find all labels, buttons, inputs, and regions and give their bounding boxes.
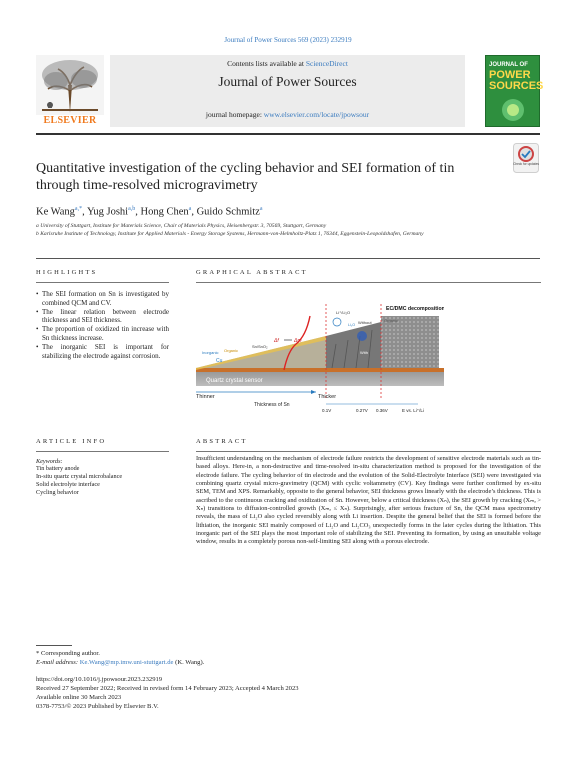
sciencedirect-link[interactable]: ScienceDirect (305, 59, 348, 68)
author-affiliation-marker[interactable]: a (259, 206, 263, 212)
sensor-label: Quartz crystal sensor (206, 378, 263, 384)
li-li2o-label: Li⁺/Li₂O (336, 310, 351, 315)
affiliation-b: b Karlsruhe Institute of Technology, Institute for Applied Materials - Energy Storage Systems, Hermann-von-Helmholtz-Platz 1, 76344, Eggenstein-Leopoldshafen, Germany (36, 231, 424, 237)
article-info-rule (36, 451, 169, 452)
author-name[interactable]: Hong Chen (140, 206, 189, 218)
cracked-tin (326, 322, 381, 368)
sno2-label: Sn/SnO₂ (252, 344, 268, 349)
keyword-item[interactable]: Solid electrolyte interface (36, 481, 100, 488)
ec-dmc-label: EC/DMC decomposition (386, 306, 444, 312)
author-name[interactable]: Guido Schmitz (196, 206, 260, 218)
email-suffix: (K. Wang). (173, 659, 205, 666)
homepage-prefix: journal homepage: (205, 110, 264, 119)
keyword-item[interactable]: In-situ quartz crystal microbalance (36, 473, 123, 480)
inorganic-label: Inorganic (202, 350, 219, 355)
keyword-item[interactable]: Cycling behavior (36, 489, 79, 496)
abstract-text: Insufficient understanding on the mechanism of electrode failure restricts the development of sensitive electrode materials such as tin-based alloys. Here-in, a non-destructive and time-resolved in-situ characterization method is proposed for the investigation of the electrode failure. The cycling behavior of tin electrode and the evolution of the Solid-Electrolyte Interface (SEI) were investigated via combining quartz crystal micro-gravimetry (QCM) with cyclic voltammetry (CV). Key findings were further confirmed by ex-situ SEM, TEM and XPS. Remarkably, opposite to the general behavior, SEI thickness grows linearly with the electrode’s thickness. This is ascribed to the continuous cracking and oxidization of Sn. However, below a critical thickness (Xₙ), the SEI growth by cracking (Xₘₐ > Xₙ) transitions to diffusion-controlled growth (Xₘₐ ≤ Xₙ). Surprisingly, after serious fracture of Sn, the QCM mass spectrometry reveals, the mass of Li₂O also cycled reversibly along with Li insertion. Despite the general belief that the SEI is formed before the lithiation, the inorganic SEI mainly composed of Li₂O and Li₂CO₃ unexpectedly forms in the later cycles during the lithiation. This inorganic part of the SEI plays the most important role of stabilizing the SEI. Preventing its formation, by using an unsuitable voltage window, results in a completely porous non-self-limiting SEI along with a porous electrode. (196, 455, 541, 546)
section-rule (36, 258, 540, 259)
abstract-heading: ABSTRACT (196, 438, 248, 445)
highlight-item: • The linear relation between electrode thickness and SEI thickness. (36, 308, 169, 325)
highlights-heading: HIGHLIGHTS (36, 269, 98, 276)
copper-layer (196, 368, 444, 372)
graphical-abstract-figure (196, 296, 444, 416)
keyword-item[interactable]: Tin battery anode (36, 465, 80, 472)
without-label: Without (358, 320, 372, 325)
tick-label: 0.27V (356, 408, 368, 413)
doi-link[interactable]: https://doi.org/10.1016/j.jpowsour.2023.232919 (36, 676, 163, 683)
thicker-label: Thicker (318, 394, 337, 400)
email-link[interactable]: Ke.Wang@mp.imw.uni-stuttgart.de (79, 659, 174, 666)
delta-f-label: Δf (274, 338, 279, 344)
thinner-label: Thinner (196, 394, 215, 400)
porous-sei (381, 316, 439, 368)
homepage-line (110, 110, 465, 119)
corresponding-author-note: * Corresponding author. (36, 650, 100, 657)
received-dates: Received 27 September 2022; Received in revised form 14 February 2023; Accepted 4 March 2023 (36, 685, 299, 692)
thickness-label: Thickness of Sn (254, 402, 290, 408)
issn-copyright: 0378-7753/© 2023 Published by Elsevier B.V. (36, 703, 159, 710)
highlight-item: • The inorganic SEI is important for stabilizing the electrode against corrosion. (36, 343, 169, 360)
author-list: Ke Wang$^{a,*}$, Yug Joshi$^{a,b}$, Hong Chen$^a$, Guido Schmitz$^a$ (36, 206, 263, 218)
email-label: E-mail address: (36, 659, 79, 666)
publisher-name: ELSEVIER (43, 115, 97, 126)
journal-name: Journal of Power Sources (218, 74, 357, 89)
check-for-updates-label: Check for updates (513, 162, 539, 166)
highlight-item: • The proportion of oxidized tin increase with Sn thickness increase. (36, 325, 169, 342)
with-label: With (360, 350, 368, 355)
footnote-rule (36, 645, 72, 646)
organic-label: Organic (224, 348, 239, 353)
delta-m-label: Δm (294, 338, 302, 344)
tick-label: 0.1V (322, 408, 332, 413)
cover-line-2: POWER SOURCES (489, 69, 544, 92)
header-rule (36, 133, 540, 135)
article-info-heading: ARTICLE INFO (36, 438, 107, 445)
check-for-updates-button[interactable] (513, 143, 539, 173)
contents-line (110, 59, 465, 68)
potential-label: E vs. Li⁺/Li (402, 408, 424, 413)
li2o-label: Li₂O (348, 323, 355, 327)
available-online: Available online 30 March 2023 (36, 694, 122, 701)
tick-label: 0.36V (376, 408, 388, 413)
journal-cover-image (485, 55, 544, 127)
article-title: Quantitative investigation of the cycling behavior and SEI formation of tin through time-resolved microgravimetry (36, 161, 455, 193)
keywords-title: Keywords: (36, 458, 63, 465)
abstract-rule (196, 451, 541, 452)
email-line (36, 659, 204, 666)
highlights-rule (36, 282, 169, 283)
author-affiliation-marker[interactable]: a,* (74, 206, 83, 212)
author-affiliation-marker[interactable]: a (188, 206, 192, 212)
homepage-link[interactable]: www.elsevier.com/locate/jpowsour (263, 110, 370, 119)
journal-reference[interactable]: Journal of Power Sources 569 (2023) 232919 (224, 36, 352, 44)
highlight-item: • The SEI formation on Sn is investigated by combined QCM and CV. (36, 290, 169, 307)
contents-prefix: Contents lists available at (227, 59, 306, 68)
author-affiliation-marker[interactable]: a,b (128, 206, 136, 212)
author-name[interactable]: Yug Joshi (86, 206, 129, 218)
highlights-list (36, 290, 169, 361)
cu-label: Cu (216, 358, 223, 364)
graphical-abstract-heading: GRAPHICAL ABSTRACT (196, 269, 308, 276)
affiliations (36, 222, 516, 238)
author-name[interactable]: Ke Wang (36, 206, 75, 218)
graphical-abstract-rule (196, 282, 541, 283)
organic-top-label: Organic (384, 318, 399, 323)
cover-line-1: JOURNAL OF (489, 62, 528, 68)
affiliation-a: a University of Stuttgart, Institute for Materials Science, Chair of Materials Physics, Heisenbergstr. 3, 70569, Stuttgart, Germany (36, 223, 327, 229)
